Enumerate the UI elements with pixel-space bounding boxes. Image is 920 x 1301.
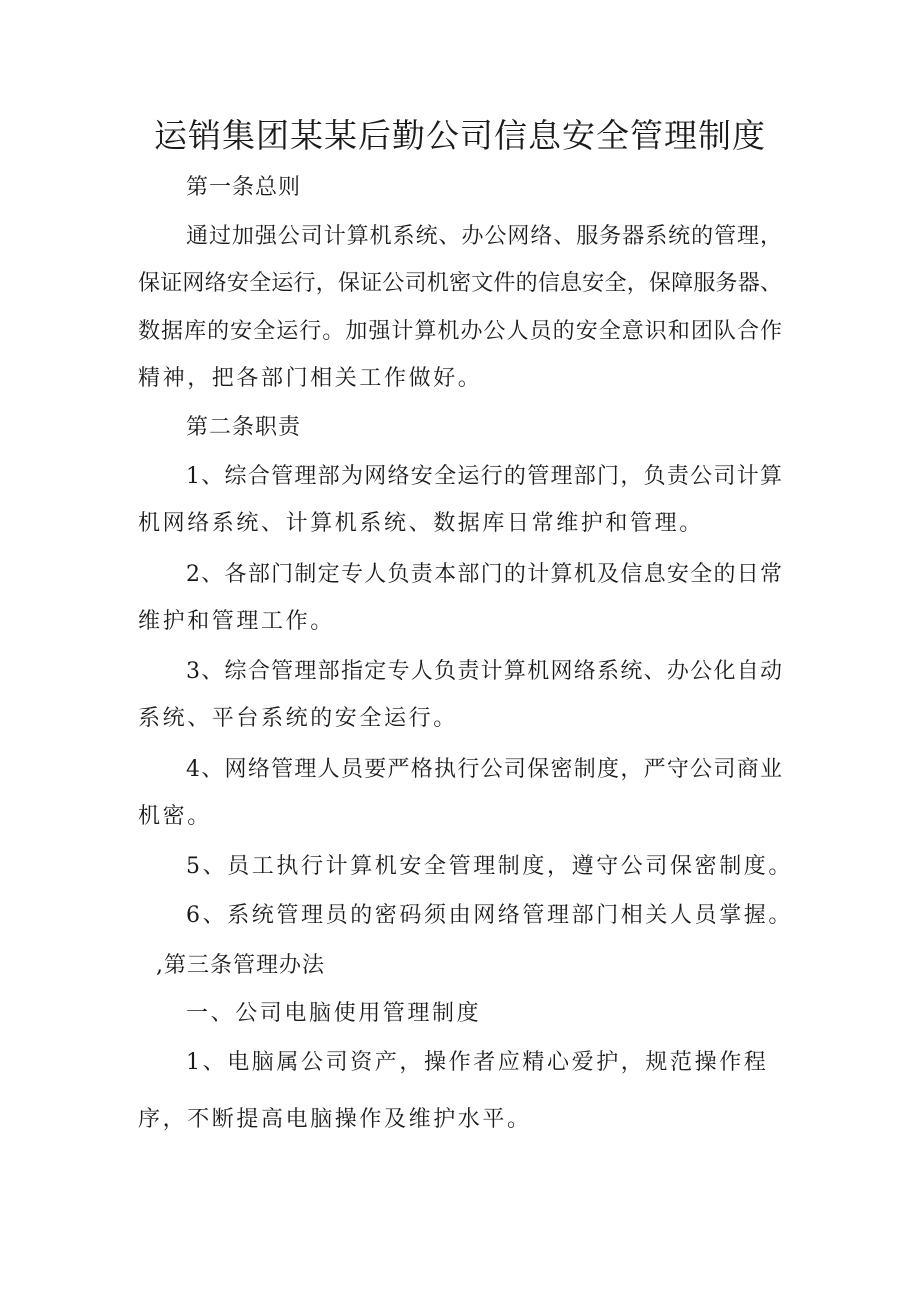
list-item-line: 1、电脑属公司资产，操作者应精心爱护，规范操作程 — [186, 1050, 769, 1075]
section-heading-management: ,第三条管理办法 — [156, 953, 325, 978]
section-heading-duties: 第二条职责 — [186, 415, 302, 440]
list-item-line: 系统、平台系统的安全运行。 — [138, 706, 458, 731]
list-item-line: 4、网络管理人员要严格执行公司保密制度，严守公司商业 — [186, 757, 782, 782]
section-heading-general: 第一条总则 — [186, 175, 302, 200]
list-item-line: 1、综合管理部为网络安全运行的管理部门，负责公司计算 — [186, 464, 782, 489]
list-item-line: 序，不断提高电脑操作及维护水平。 — [138, 1107, 532, 1132]
list-item-line: 机密。 — [138, 804, 212, 829]
document-title: 运销集团某某后勤公司信息安全管理制度 — [154, 116, 766, 155]
list-item-line: 6、系统管理员的密码须由网络管理部门相关人员掌握。 — [186, 903, 793, 928]
list-item-line: 维护和管理工作。 — [138, 609, 335, 634]
paragraph-line: 保证网络安全运行，保证公司机密文件的信息安全，保障服务器、 — [138, 271, 782, 296]
list-item-line: 5、员工执行计算机安全管理制度，遵守公司保密制度。 — [186, 854, 793, 879]
paragraph-line: 精神，把各部门相关工作做好。 — [138, 366, 483, 391]
paragraph-line: 通过加强公司计算机系统、办公网络、服务器系统的管理， — [186, 224, 782, 249]
list-item-line: 3、综合管理部指定专人负责计算机网络系统、办公化自动 — [186, 659, 782, 684]
paragraph-line: 数据库的安全运行。加强计算机办公人员的安全意识和团队合作 — [138, 319, 782, 344]
list-item-line: 2、各部门制定专人负责本部门的计算机及信息安全的日常 — [186, 562, 782, 587]
subsection-heading: 一、公司电脑使用管理制度 — [186, 1001, 482, 1026]
list-item-line: 机网络系统、计算机系统、数据库日常维护和管理。 — [138, 511, 704, 536]
